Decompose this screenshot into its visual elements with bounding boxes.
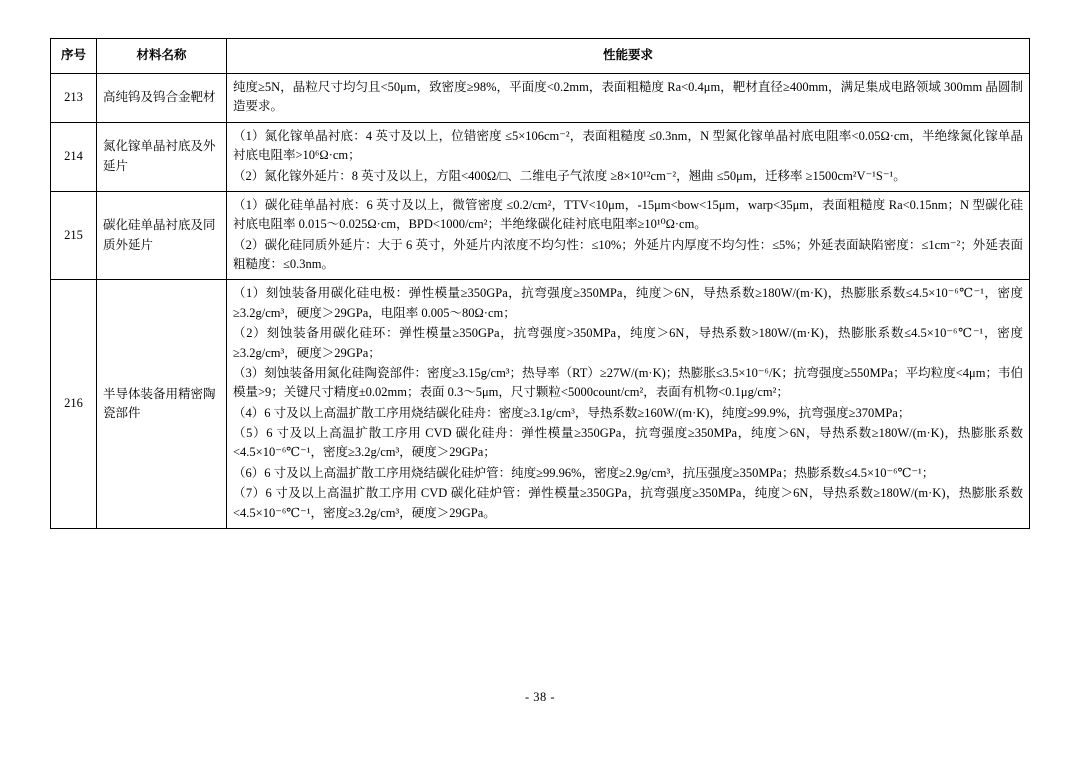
header-serial-number: 序号 xyxy=(51,39,97,74)
requirement-line: （5）6 寸及以上高温扩散工序用 CVD 碳化硅舟：弹性模量≥350GPa，抗弯强度≥350MPa，纯度＞6N，导热系数≥180W/(m·K)，热膨胀系数<4.5×10⁻⁶℃⁻¹，密度≥3.2g/cm³，硬度＞29GPa； xyxy=(233,426,1023,460)
row-serial-number: 214 xyxy=(51,122,97,191)
requirement-line: （2）碳化硅同质外延片：大于 6 英寸，外延片内浓度不均匀性：≤10%；外延片内厚度不均匀性：≤5%；外延表面缺陷密度：≤1cm⁻²；外延表面粗糙度：≤0.3nm。 xyxy=(233,237,1023,271)
row-serial-number: 213 xyxy=(51,74,97,123)
requirement-line: （1）氮化镓单晶衬底：4 英寸及以上，位错密度 ≤5×106cm⁻²，表面粗糙度 ≤0.3nm，N 型氮化镓单晶衬底电阻率<0.05Ω·cm，半绝缘氮化镓单晶衬底电阻率>10⁶Ω·cm； xyxy=(233,128,1023,163)
table-row xyxy=(51,74,1030,123)
row-material-name: 氮化镓单晶衬底及外延片 xyxy=(97,122,227,191)
row-requirements xyxy=(227,122,1030,191)
row-requirements xyxy=(227,74,1030,123)
page-number: - 38 - xyxy=(524,690,556,704)
requirement-line: 纯度≥5N，晶粒尺寸均匀且<50μm，致密度≥98%，平面度<0.2mm，表面粗糙度 Ra<0.4μm，靶材直径≥400mm，满足集成电路领域 300mm 晶圆制造要求。 xyxy=(233,80,1023,114)
requirement-line: （2）氮化镓外延片：8 英寸及以上，方阻<400Ω/□、二维电子气浓度 ≥8×10¹²cm⁻²，翘曲 ≤50μm，迁移率 ≥1500cm²V⁻¹S⁻¹。 xyxy=(233,168,906,183)
table-row xyxy=(51,191,1030,280)
table-header-row xyxy=(51,39,1030,74)
row-requirements xyxy=(227,280,1030,529)
table-row xyxy=(51,122,1030,191)
row-material-name: 半导体装备用精密陶瓷部件 xyxy=(97,280,227,529)
requirement-line: （1）碳化硅单晶衬底：6 英寸及以上，微管密度 ≤0.2/cm²，TTV<10μm，-15μm<bow<15μm，warp<35μm，表面粗糙度 Ra<0.15nm；N 型碳化硅衬底电阻率 0.015～0.025Ω·cm，BPD<1000/cm²；半绝缘碳化硅衬底电阻率≥10¹⁰Ω·cm。 xyxy=(233,197,1023,232)
requirement-line: （3）刻蚀装备用氮化硅陶瓷部件：密度≥3.15g/cm³；热导率（RT）≥27W/(m·K)；热膨胀≤3.5×10⁻⁶/K；抗弯强度≥550MPa；平均粒度<4μm；韦伯模量>9；关键尺寸精度±0.02mm；表面 0.3～5μm，尺寸颗粒<5000count/cm²，表面有机物<0.1μg/cm²； xyxy=(233,365,1023,400)
table-row xyxy=(51,280,1030,529)
row-material-name: 碳化硅单晶衬底及同质外延片 xyxy=(97,191,227,280)
row-requirements xyxy=(227,191,1030,280)
requirement-line: （6）6 寸及以上高温扩散工序用烧结碳化硅炉管：纯度≥99.96%，密度≥2.9g/cm³，抗压强度≥350MPa；热膨系数≤4.5×10⁻⁶℃⁻¹； xyxy=(233,465,935,480)
requirement-line: （7）6 寸及以上高温扩散工序用 CVD 碳化硅炉管：弹性模量≥350GPa，抗弯强度≥350MPa，纯度＞6N，导热系数≥180W/(m·K)，热膨胀系数<4.5×10⁻⁶℃⁻¹，密度≥3.2g/cm³，硬度＞29GPa。 xyxy=(233,486,1023,520)
requirement-line: （1）刻蚀装备用碳化硅电极：弹性模量≥350GPa，抗弯强度≥350MPa，纯度＞6N，导热系数≥180W/(m·K)，热膨胀系数≤4.5×10⁻⁶℃⁻¹，密度≥3.2g/cm³，硬度＞29GPa，电阻率 0.005～80Ω·cm； xyxy=(233,286,1023,320)
row-serial-number: 215 xyxy=(51,191,97,280)
requirement-line: （4）6 寸及以上高温扩散工序用烧结碳化硅舟：密度≥3.1g/cm³，导热系数≥160W/(m·K)，纯度≥99.9%，抗弯强度≥370MPa； xyxy=(233,405,911,420)
header-material-name: 材料名称 xyxy=(97,39,227,74)
header-performance-requirements: 性能要求 xyxy=(227,39,1030,74)
row-material-name: 高纯钨及钨合金靶材 xyxy=(97,74,227,123)
materials-requirements-table xyxy=(50,38,1030,529)
row-serial-number: 216 xyxy=(51,280,97,529)
requirement-line: （2）刻蚀装备用碳化硅环：弹性模量≥350GPa，抗弯强度>350MPa，纯度＞6N，导热系数>180W/(m·K)，热膨胀系数≤4.5×10⁻⁶℃⁻¹，密度≥3.2g/cm³，硬度＞29GPa； xyxy=(233,326,1023,360)
